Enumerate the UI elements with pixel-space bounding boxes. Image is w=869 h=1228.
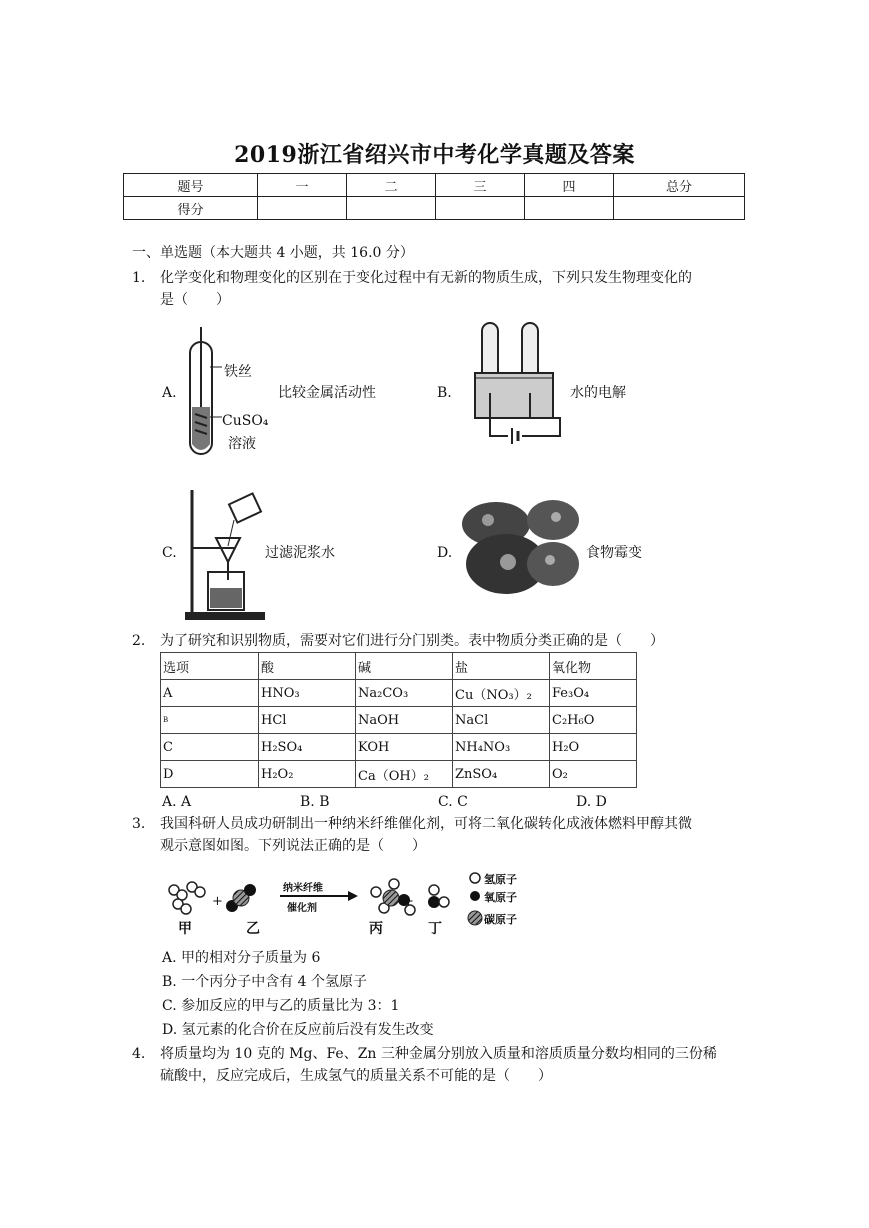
q1-option-d-letter: D.	[437, 545, 453, 561]
hydrogen-atom	[429, 885, 439, 895]
table-header-cell: 氧化物	[550, 653, 637, 680]
species-label-bing: 丙	[369, 921, 383, 937]
table-header-cell: 盐	[453, 653, 550, 680]
q2-choice-d: D. D	[576, 794, 607, 810]
legend-hydrogen: 氢原子	[484, 873, 517, 886]
q2-choice-b: B. B	[300, 794, 330, 810]
q3-option-a: A. 甲的相对分子质量为 6	[162, 950, 321, 966]
table-header-row	[161, 653, 637, 680]
q4-text-line2: 硫酸中，反应完成后，生成氢气的质量关系不可能的是（ ）	[160, 1068, 552, 1084]
table-cell: HCl	[259, 707, 356, 734]
hydrogen-atom	[195, 887, 205, 897]
score-cell	[525, 197, 614, 220]
table-row	[161, 680, 637, 707]
table-cell: KOH	[356, 734, 453, 761]
score-header-cell: 总分	[614, 174, 745, 197]
table-cell: D	[161, 761, 259, 788]
moldy-food-figure	[458, 492, 583, 602]
q2-choice-c: C. C	[438, 794, 468, 810]
table-row	[161, 734, 637, 761]
q3-option-d: D. 氢元素的化合价在反应前后没有发生改变	[162, 1022, 434, 1038]
score-header-cell: 二	[347, 174, 436, 197]
section-heading: 一、单选题（本大题共 4 小题，共 16.0 分）	[132, 245, 414, 261]
score-table-header-row	[124, 174, 745, 197]
fig-label-solution: 溶液	[228, 436, 256, 452]
q3-option-c: C. 参加反应的甲与乙的质量比为 3：1	[162, 998, 400, 1014]
species-label-jia: 甲	[178, 921, 192, 937]
hydrogen-atom	[439, 897, 449, 907]
score-header-cell: 题号	[124, 174, 258, 197]
legend-hydrogen-symbol	[470, 873, 480, 883]
q2-number: 2.	[132, 633, 146, 649]
q1-text-line2: 是（ ）	[160, 292, 230, 308]
score-cell	[614, 197, 745, 220]
legend-oxygen-symbol	[470, 891, 480, 901]
q3-text-line2: 观示意图如图。下列说法正确的是（ ）	[160, 838, 426, 854]
table-cell: C₂H₆O	[550, 707, 637, 734]
catalyst-label-top: 纳米纤维	[283, 883, 323, 894]
plus-sign: +	[403, 894, 414, 909]
table-cell: NaOH	[356, 707, 453, 734]
score-header-cell: 四	[525, 174, 614, 197]
species-label-ding: 丁	[428, 921, 442, 937]
fig-label-iron-wire: 铁丝	[224, 364, 252, 380]
table-cell: Fe₃O₄	[550, 680, 637, 707]
table-row	[161, 707, 637, 734]
q2-choice-a: A. A	[162, 794, 192, 810]
score-row-label: 得分	[124, 197, 258, 220]
table-cell: B	[161, 707, 259, 734]
carbon-atom	[383, 890, 399, 906]
oxygen-atom	[428, 896, 440, 908]
species-label-yi: 乙	[246, 921, 260, 937]
score-cell	[436, 197, 525, 220]
legend-carbon: 碳原子	[484, 913, 517, 926]
legend-carbon-symbol	[468, 911, 482, 925]
q3-text-line1: 我国科研人员成功研制出一种纳米纤维催化剂，可将二氧化碳转化成液体燃料甲醇其微	[160, 816, 692, 832]
q1-option-d-text: 食物霉变	[586, 545, 642, 561]
score-table-row	[124, 197, 745, 220]
oxygen-atom	[244, 884, 256, 896]
q1-option-a-letter: A.	[162, 385, 177, 401]
table-cell: O₂	[550, 761, 637, 788]
arrow-head	[348, 891, 358, 901]
hydrogen-atom	[389, 879, 399, 889]
table-cell: NH₄NO₃	[453, 734, 550, 761]
table-cell: H₂O	[550, 734, 637, 761]
table-cell: H₂O₂	[259, 761, 356, 788]
table-header-cell: 酸	[259, 653, 356, 680]
table-cell: C	[161, 734, 259, 761]
q2-text: 为了研究和识别物质，需要对它们进行分门别类。表中物质分类正确的是（ ）	[160, 633, 664, 649]
score-cell	[347, 197, 436, 220]
fig-label-cuso4: CuSO₄	[222, 413, 269, 429]
table-cell: Cu（NO₃）₂	[453, 680, 550, 707]
table-cell: H₂SO₄	[259, 734, 356, 761]
legend-oxygen: 氧原子	[484, 891, 517, 904]
score-header-cell: 三	[436, 174, 525, 197]
score-table	[123, 173, 745, 220]
q3-number: 3.	[132, 816, 146, 832]
q1-option-b-text: 水的电解	[570, 385, 626, 401]
q3-option-b: B. 一个丙分子中含有 4 个氢原子	[162, 974, 367, 990]
classification-table	[160, 652, 637, 788]
table-header-cell: 选项	[161, 653, 259, 680]
table-cell: NaCl	[453, 707, 550, 734]
hydrogen-atom	[181, 904, 191, 914]
catalyst-label-bottom: 催化剂	[287, 903, 317, 914]
hydrogen-atom	[371, 887, 381, 897]
table-cell: A	[161, 680, 259, 707]
q1-option-c-letter: C.	[162, 545, 177, 561]
q4-number: 4.	[132, 1046, 146, 1062]
filtration-figure	[180, 480, 270, 622]
table-cell: Ca（OH）₂	[356, 761, 453, 788]
q1-number: 1.	[132, 270, 146, 286]
score-header-cell: 一	[258, 174, 347, 197]
score-cell	[258, 197, 347, 220]
q1-option-c-text: 过滤泥浆水	[265, 545, 335, 561]
q1-option-b-letter: B.	[437, 385, 452, 401]
page-title: 2019浙江省绍兴市中考化学真题及答案	[234, 142, 635, 168]
table-cell: ZnSO₄	[453, 761, 550, 788]
plus-sign: +	[212, 894, 223, 909]
q1-option-a-text: 比较金属活动性	[278, 385, 376, 401]
electrolysis-figure	[460, 318, 572, 458]
table-row	[161, 761, 637, 788]
q1-text-line1: 化学变化和物理变化的区别在于变化过程中有无新的物质生成，下列只发生物理变化的	[160, 270, 692, 286]
table-header-cell: 碱	[356, 653, 453, 680]
table-cell: HNO₃	[259, 680, 356, 707]
q4-text-line1: 将质量均为 10 克的 Mg、Fe、Zn 三种金属分别放入质量和溶质质量分数均相同的三份稀	[160, 1046, 717, 1062]
table-cell: Na₂CO₃	[356, 680, 453, 707]
